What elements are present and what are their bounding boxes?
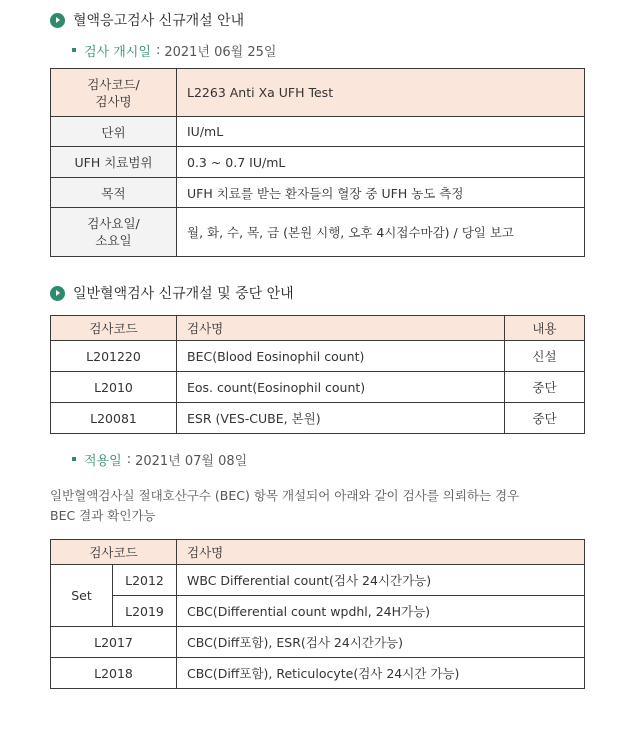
section2-title-text: 일반혈액검사 신규개설 및 중단 안내 — [73, 286, 294, 302]
col-header-name: 검사명 — [177, 540, 585, 565]
cell-name: CBC(Diff포함), Reticulocyte(검사 24시간 가능) — [177, 658, 585, 689]
table-row — [51, 403, 585, 434]
test-info-table — [50, 68, 585, 257]
table-row — [51, 178, 585, 208]
cell-content: 중단 — [505, 372, 585, 403]
cell-name: CBC(Diff포함), ESR(검사 24시간가능) — [177, 627, 585, 658]
note-line: BEC 결과 확인가능 — [50, 508, 156, 523]
row-label: 검사코드/ 검사명 — [51, 69, 177, 117]
row-label: UFH 치료범위 — [51, 147, 177, 178]
cell-name: BEC(Blood Eosinophil count) — [177, 341, 505, 372]
table-header-row — [51, 316, 585, 341]
set-label: Set — [51, 565, 113, 627]
section1-title — [50, 10, 244, 30]
cell-name: CBC(Differential count wpdhl, 24H가능) — [177, 596, 585, 627]
row-value: L2263 Anti Xa UFH Test — [177, 69, 585, 117]
row-value: 0.3 ~ 0.7 IU/mL — [177, 147, 585, 178]
cell-code: L201220 — [51, 341, 177, 372]
table-row — [51, 147, 585, 178]
cell-name: WBC Differential count(검사 24시간가능) — [177, 565, 585, 596]
square-bullet-icon — [72, 457, 76, 461]
cell-code: L2019 — [113, 596, 177, 627]
circle-arrow-icon — [50, 13, 65, 28]
cell-code: L2017 — [51, 627, 177, 658]
row-value: UFH 치료를 받는 환자들의 혈장 중 UFH 농도 측정 — [177, 178, 585, 208]
col-header-content: 내용 — [505, 316, 585, 341]
section2-title — [50, 283, 294, 303]
col-header-code: 검사코드 — [51, 316, 177, 341]
row-label: 목적 — [51, 178, 177, 208]
cell-name: ESR (VES-CUBE, 본원) — [177, 403, 505, 434]
table-row — [51, 372, 585, 403]
col-header-code: 검사코드 — [51, 540, 177, 565]
cell-name: Eos. count(Eosinophil count) — [177, 372, 505, 403]
start-date-line: 검사 개시일 : 2021년 06월 25일 — [72, 41, 276, 59]
row-label: 검사요일/ 소요일 — [51, 208, 177, 257]
change-table — [50, 315, 585, 434]
section1-title-text: 혈액응고검사 신규개설 안내 — [73, 13, 245, 29]
cell-code: L2018 — [51, 658, 177, 689]
row-label: 단위 — [51, 117, 177, 147]
cell-code: L2012 — [113, 565, 177, 596]
apply-date-label: 적용일 — [84, 453, 122, 469]
cell-code: L20081 — [51, 403, 177, 434]
table-row — [51, 627, 585, 658]
table-row — [51, 208, 585, 257]
note-paragraph — [50, 486, 519, 526]
row-value: 월, 화, 수, 목, 금 (본원 시행, 오후 4시접수마감) / 당일 보고 — [177, 208, 585, 257]
start-date-value: 2021년 06월 25일 — [164, 44, 277, 60]
square-bullet-icon — [72, 48, 76, 52]
table-row — [51, 117, 585, 147]
start-date-label: 검사 개시일 — [84, 44, 151, 60]
apply-date-value: 2021년 07월 08일 — [135, 453, 248, 469]
cell-content: 중단 — [505, 403, 585, 434]
table-row — [51, 69, 585, 117]
cell-code: L2010 — [51, 372, 177, 403]
table-row — [51, 658, 585, 689]
cell-content: 신설 — [505, 341, 585, 372]
apply-date-line: 적용일 : 2021년 07월 08일 — [72, 450, 247, 468]
col-header-name: 검사명 — [177, 316, 505, 341]
row-value: IU/mL — [177, 117, 585, 147]
table-row — [51, 341, 585, 372]
table-header-row — [51, 540, 585, 565]
circle-arrow-icon — [50, 286, 65, 301]
table-row — [51, 565, 585, 596]
bec-request-table — [50, 539, 585, 689]
table-row — [51, 596, 585, 627]
note-line: 일반혈액검사실 절대호산구수 (BEC) 항목 개설되어 아래와 같이 검사를 의뢰하는 경우 — [50, 488, 520, 503]
